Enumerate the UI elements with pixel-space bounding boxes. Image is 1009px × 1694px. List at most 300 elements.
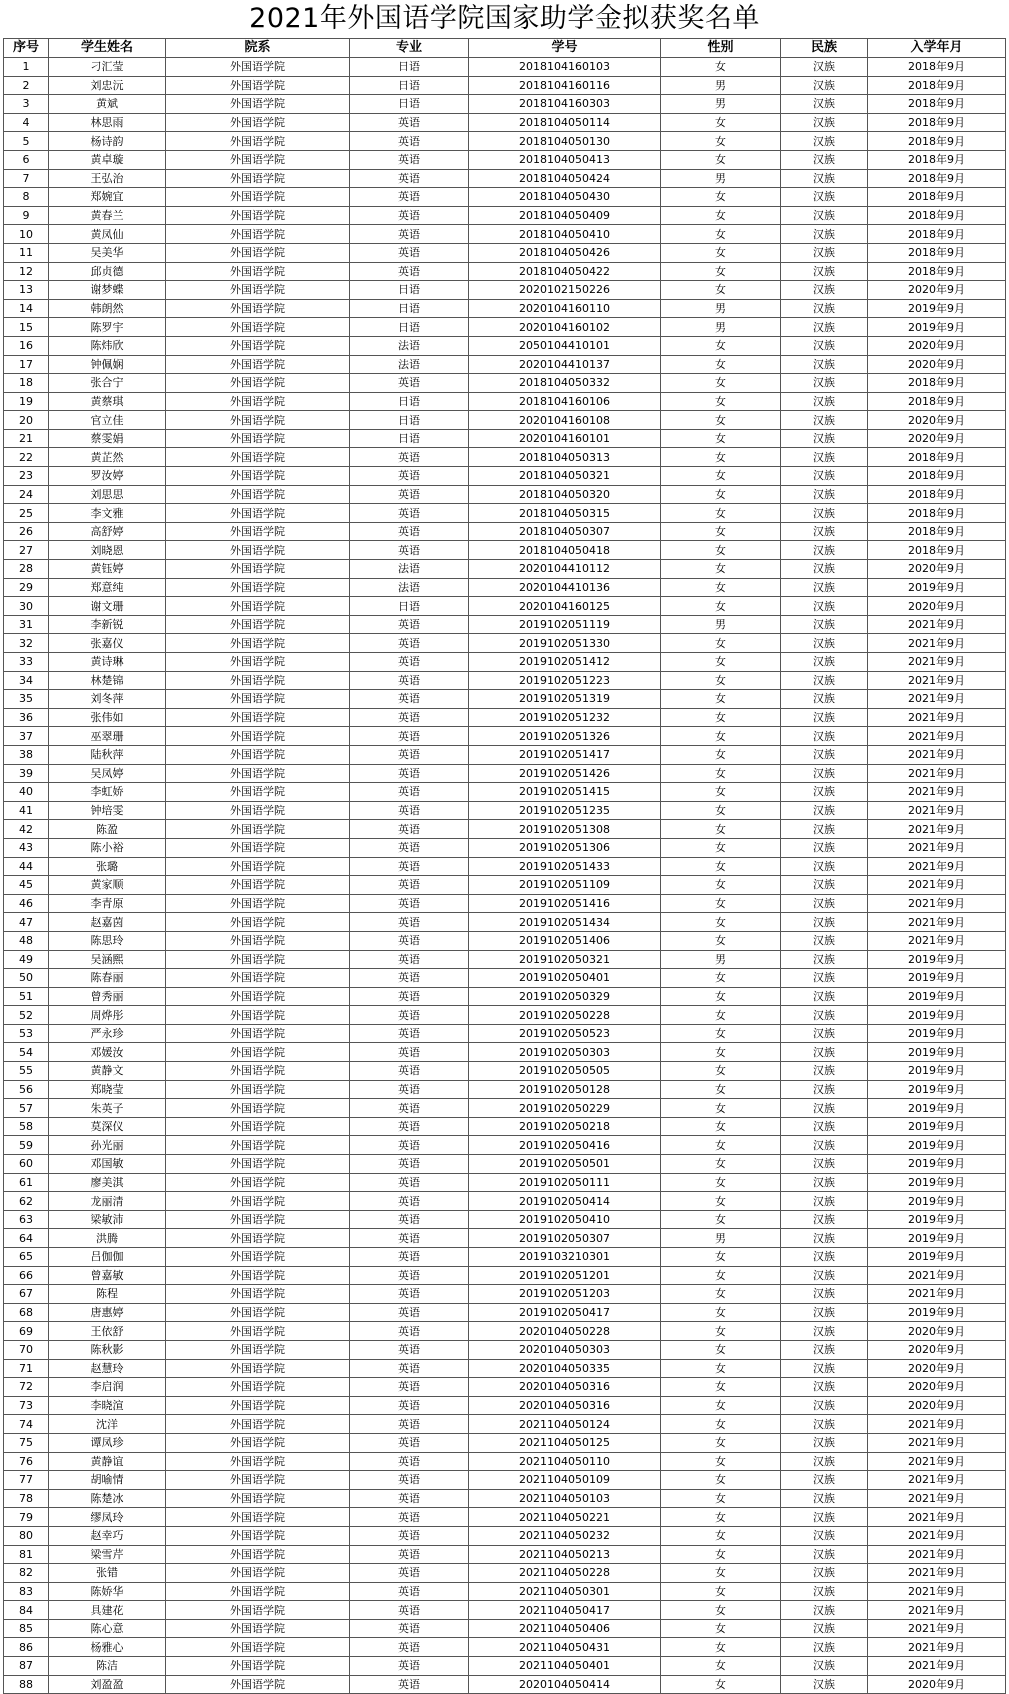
cell-index: 34 xyxy=(4,671,49,690)
cell-major: 英语 xyxy=(350,671,469,690)
table-row xyxy=(4,894,1006,913)
cell-student-name: 谢文珊 xyxy=(49,597,166,616)
cell-index: 42 xyxy=(4,820,49,839)
cell-student-name: 李文雅 xyxy=(49,504,166,523)
table-row xyxy=(4,374,1006,393)
cell-major: 英语 xyxy=(350,1545,469,1564)
cell-major: 英语 xyxy=(350,950,469,969)
cell-ethnicity: 汉族 xyxy=(781,318,868,337)
cell-department: 外国语学院 xyxy=(166,615,350,634)
cell-ethnicity: 汉族 xyxy=(781,1062,868,1081)
cell-index: 46 xyxy=(4,894,49,913)
cell-enrollment: 2018年9月 xyxy=(868,243,1006,262)
cell-gender: 女 xyxy=(661,987,781,1006)
cell-student-id: 2018104050332 xyxy=(469,374,661,393)
cell-student-id: 2021104050109 xyxy=(469,1471,661,1490)
cell-ethnicity: 汉族 xyxy=(781,411,868,430)
cell-index: 15 xyxy=(4,318,49,337)
cell-enrollment: 2019年9月 xyxy=(868,1006,1006,1025)
cell-ethnicity: 汉族 xyxy=(781,708,868,727)
cell-index: 76 xyxy=(4,1452,49,1471)
cell-index: 52 xyxy=(4,1006,49,1025)
table-row xyxy=(4,1024,1006,1043)
cell-student-name: 刘晓恩 xyxy=(49,541,166,560)
cell-student-id: 2019102050505 xyxy=(469,1062,661,1081)
cell-student-id: 2019102051415 xyxy=(469,783,661,802)
cell-index: 51 xyxy=(4,987,49,1006)
cell-major: 英语 xyxy=(350,913,469,932)
table-row xyxy=(4,1489,1006,1508)
cell-student-name: 吴美华 xyxy=(49,243,166,262)
cell-gender: 女 xyxy=(661,1508,781,1527)
cell-student-name: 郑意纯 xyxy=(49,578,166,597)
cell-student-id: 2021104050213 xyxy=(469,1545,661,1564)
cell-department: 外国语学院 xyxy=(166,1080,350,1099)
cell-enrollment: 2020年9月 xyxy=(868,429,1006,448)
cell-index: 82 xyxy=(4,1564,49,1583)
cell-ethnicity: 汉族 xyxy=(781,1526,868,1545)
cell-department: 外国语学院 xyxy=(166,429,350,448)
cell-ethnicity: 汉族 xyxy=(781,1378,868,1397)
cell-major: 英语 xyxy=(350,690,469,709)
table-row xyxy=(4,560,1006,579)
cell-major: 英语 xyxy=(350,1508,469,1527)
cell-student-name: 严永珍 xyxy=(49,1024,166,1043)
column-header-enrollment: 入学年月 xyxy=(868,39,1006,58)
cell-index: 59 xyxy=(4,1136,49,1155)
cell-student-name: 林楚锦 xyxy=(49,671,166,690)
cell-gender: 女 xyxy=(661,1396,781,1415)
cell-department: 外国语学院 xyxy=(166,281,350,300)
cell-enrollment: 2021年9月 xyxy=(868,1564,1006,1583)
cell-gender: 女 xyxy=(661,1117,781,1136)
cell-student-id: 2019102050228 xyxy=(469,1006,661,1025)
cell-gender: 女 xyxy=(661,1471,781,1490)
cell-department: 外国语学院 xyxy=(166,318,350,337)
cell-gender: 女 xyxy=(661,1378,781,1397)
cell-student-name: 朱英子 xyxy=(49,1099,166,1118)
cell-student-id: 2019102051119 xyxy=(469,615,661,634)
cell-department: 外国语学院 xyxy=(166,1303,350,1322)
cell-ethnicity: 汉族 xyxy=(781,1210,868,1229)
cell-student-id: 2050104410101 xyxy=(469,336,661,355)
table-row xyxy=(4,1415,1006,1434)
cell-student-name: 唐惠婷 xyxy=(49,1303,166,1322)
table-row xyxy=(4,745,1006,764)
cell-student-id: 2019102050416 xyxy=(469,1136,661,1155)
cell-department: 外国语学院 xyxy=(166,560,350,579)
cell-student-name: 赵嘉茵 xyxy=(49,913,166,932)
cell-student-name: 刘忠沅 xyxy=(49,76,166,95)
table-row xyxy=(4,1229,1006,1248)
cell-student-id: 2019102051306 xyxy=(469,838,661,857)
cell-major: 英语 xyxy=(350,1359,469,1378)
table-row xyxy=(4,1359,1006,1378)
cell-enrollment: 2018年9月 xyxy=(868,504,1006,523)
table-row xyxy=(4,1285,1006,1304)
cell-enrollment: 2019年9月 xyxy=(868,1248,1006,1267)
cell-gender: 女 xyxy=(661,1080,781,1099)
cell-enrollment: 2021年9月 xyxy=(868,1526,1006,1545)
cell-major: 英语 xyxy=(350,1248,469,1267)
cell-ethnicity: 汉族 xyxy=(781,727,868,746)
cell-ethnicity: 汉族 xyxy=(781,1508,868,1527)
cell-gender: 女 xyxy=(661,243,781,262)
cell-major: 英语 xyxy=(350,857,469,876)
table-row xyxy=(4,1601,1006,1620)
cell-student-id: 2019102050523 xyxy=(469,1024,661,1043)
cell-student-id: 2018104050130 xyxy=(469,132,661,151)
cell-gender: 女 xyxy=(661,634,781,653)
cell-enrollment: 2021年9月 xyxy=(868,1582,1006,1601)
cell-enrollment: 2021年9月 xyxy=(868,653,1006,672)
table-row xyxy=(4,188,1006,207)
table-row xyxy=(4,801,1006,820)
cell-student-id: 2020104050303 xyxy=(469,1340,661,1359)
cell-enrollment: 2021年9月 xyxy=(868,801,1006,820)
cell-enrollment: 2021年9月 xyxy=(868,876,1006,895)
cell-enrollment: 2021年9月 xyxy=(868,1619,1006,1638)
cell-ethnicity: 汉族 xyxy=(781,541,868,560)
cell-ethnicity: 汉族 xyxy=(781,1192,868,1211)
cell-gender: 女 xyxy=(661,597,781,616)
cell-department: 外国语学院 xyxy=(166,1601,350,1620)
table-row xyxy=(4,541,1006,560)
cell-gender: 男 xyxy=(661,299,781,318)
cell-student-id: 2021104050232 xyxy=(469,1526,661,1545)
cell-enrollment: 2021年9月 xyxy=(868,634,1006,653)
cell-department: 外国语学院 xyxy=(166,1099,350,1118)
cell-major: 英语 xyxy=(350,1229,469,1248)
cell-major: 英语 xyxy=(350,1638,469,1657)
cell-student-id: 2018104050114 xyxy=(469,113,661,132)
cell-ethnicity: 汉族 xyxy=(781,1601,868,1620)
cell-student-name: 李虹娇 xyxy=(49,783,166,802)
cell-gender: 女 xyxy=(661,969,781,988)
cell-gender: 女 xyxy=(661,1266,781,1285)
cell-ethnicity: 汉族 xyxy=(781,560,868,579)
cell-gender: 女 xyxy=(661,504,781,523)
cell-index: 38 xyxy=(4,745,49,764)
cell-index: 77 xyxy=(4,1471,49,1490)
cell-student-id: 2018104050418 xyxy=(469,541,661,560)
table-row xyxy=(4,467,1006,486)
table-row xyxy=(4,690,1006,709)
cell-index: 78 xyxy=(4,1489,49,1508)
cell-ethnicity: 汉族 xyxy=(781,95,868,114)
cell-student-name: 陈小裕 xyxy=(49,838,166,857)
cell-ethnicity: 汉族 xyxy=(781,522,868,541)
cell-gender: 女 xyxy=(661,857,781,876)
cell-department: 外国语学院 xyxy=(166,894,350,913)
cell-ethnicity: 汉族 xyxy=(781,1322,868,1341)
cell-ethnicity: 汉族 xyxy=(781,1564,868,1583)
cell-student-id: 2020104410112 xyxy=(469,560,661,579)
cell-department: 外国语学院 xyxy=(166,355,350,374)
cell-ethnicity: 汉族 xyxy=(781,1452,868,1471)
cell-major: 英语 xyxy=(350,1582,469,1601)
cell-student-name: 陈春丽 xyxy=(49,969,166,988)
cell-major: 英语 xyxy=(350,783,469,802)
table-row xyxy=(4,448,1006,467)
cell-enrollment: 2021年9月 xyxy=(868,1545,1006,1564)
cell-enrollment: 2018年9月 xyxy=(868,95,1006,114)
table-row xyxy=(4,150,1006,169)
table-row xyxy=(4,1452,1006,1471)
table-row xyxy=(4,1340,1006,1359)
cell-major: 英语 xyxy=(350,764,469,783)
cell-enrollment: 2019年9月 xyxy=(868,1192,1006,1211)
cell-ethnicity: 汉族 xyxy=(781,1024,868,1043)
cell-department: 外国语学院 xyxy=(166,448,350,467)
cell-department: 外国语学院 xyxy=(166,1638,350,1657)
cell-ethnicity: 汉族 xyxy=(781,1471,868,1490)
cell-department: 外国语学院 xyxy=(166,597,350,616)
table-row xyxy=(4,485,1006,504)
cell-student-id: 2019102050329 xyxy=(469,987,661,1006)
cell-enrollment: 2021年9月 xyxy=(868,1452,1006,1471)
cell-department: 外国语学院 xyxy=(166,745,350,764)
cell-student-id: 2019102050229 xyxy=(469,1099,661,1118)
cell-enrollment: 2019年9月 xyxy=(868,1024,1006,1043)
cell-student-id: 2018104050307 xyxy=(469,522,661,541)
cell-index: 37 xyxy=(4,727,49,746)
cell-ethnicity: 汉族 xyxy=(781,1117,868,1136)
cell-ethnicity: 汉族 xyxy=(781,671,868,690)
cell-index: 31 xyxy=(4,615,49,634)
cell-department: 外国语学院 xyxy=(166,1192,350,1211)
cell-student-name: 张伟如 xyxy=(49,708,166,727)
cell-major: 英语 xyxy=(350,1117,469,1136)
cell-index: 36 xyxy=(4,708,49,727)
table-row xyxy=(4,708,1006,727)
cell-ethnicity: 汉族 xyxy=(781,1043,868,1062)
cell-gender: 女 xyxy=(661,820,781,839)
cell-ethnicity: 汉族 xyxy=(781,1619,868,1638)
cell-ethnicity: 汉族 xyxy=(781,690,868,709)
cell-enrollment: 2021年9月 xyxy=(868,708,1006,727)
cell-major: 英语 xyxy=(350,1303,469,1322)
cell-enrollment: 2019年9月 xyxy=(868,1155,1006,1174)
cell-student-name: 刘冬萍 xyxy=(49,690,166,709)
cell-student-name: 梁雪芹 xyxy=(49,1545,166,1564)
cell-major: 英语 xyxy=(350,894,469,913)
cell-enrollment: 2021年9月 xyxy=(868,783,1006,802)
cell-student-name: 杨诗韵 xyxy=(49,132,166,151)
cell-ethnicity: 汉族 xyxy=(781,1657,868,1676)
cell-student-id: 2019102050307 xyxy=(469,1229,661,1248)
cell-gender: 男 xyxy=(661,95,781,114)
cell-department: 外国语学院 xyxy=(166,522,350,541)
cell-student-id: 2020104410137 xyxy=(469,355,661,374)
cell-student-name: 陈罗宇 xyxy=(49,318,166,337)
cell-ethnicity: 汉族 xyxy=(781,987,868,1006)
cell-student-name: 谢梦蝶 xyxy=(49,281,166,300)
cell-student-id: 2019102051406 xyxy=(469,931,661,950)
cell-index: 6 xyxy=(4,150,49,169)
cell-student-name: 赵幸巧 xyxy=(49,1526,166,1545)
cell-gender: 女 xyxy=(661,1155,781,1174)
award-list-table xyxy=(3,38,1006,1694)
cell-student-name: 陈思玲 xyxy=(49,931,166,950)
cell-enrollment: 2018年9月 xyxy=(868,262,1006,281)
cell-enrollment: 2018年9月 xyxy=(868,188,1006,207)
cell-gender: 女 xyxy=(661,1675,781,1694)
cell-major: 英语 xyxy=(350,169,469,188)
table-row xyxy=(4,931,1006,950)
table-row xyxy=(4,1043,1006,1062)
cell-student-id: 2019102050410 xyxy=(469,1210,661,1229)
cell-department: 外国语学院 xyxy=(166,243,350,262)
table-row xyxy=(4,764,1006,783)
cell-department: 外国语学院 xyxy=(166,1155,350,1174)
cell-ethnicity: 汉族 xyxy=(781,931,868,950)
cell-department: 外国语学院 xyxy=(166,150,350,169)
cell-enrollment: 2020年9月 xyxy=(868,355,1006,374)
cell-student-name: 李新锐 xyxy=(49,615,166,634)
cell-major: 英语 xyxy=(350,485,469,504)
cell-ethnicity: 汉族 xyxy=(781,615,868,634)
cell-gender: 女 xyxy=(661,336,781,355)
cell-enrollment: 2021年9月 xyxy=(868,1489,1006,1508)
cell-student-id: 2018104050315 xyxy=(469,504,661,523)
cell-student-id: 2021104050124 xyxy=(469,1415,661,1434)
table-row xyxy=(4,262,1006,281)
cell-student-name: 黄凤仙 xyxy=(49,225,166,244)
cell-student-id: 2019102051417 xyxy=(469,745,661,764)
cell-student-id: 2019103210301 xyxy=(469,1248,661,1267)
cell-student-name: 张嘉仪 xyxy=(49,634,166,653)
column-header-index: 序号 xyxy=(4,39,49,58)
cell-student-name: 曾秀丽 xyxy=(49,987,166,1006)
cell-gender: 男 xyxy=(661,318,781,337)
cell-department: 外国语学院 xyxy=(166,541,350,560)
cell-major: 日语 xyxy=(350,429,469,448)
cell-department: 外国语学院 xyxy=(166,1006,350,1025)
cell-ethnicity: 汉族 xyxy=(781,1675,868,1694)
cell-student-name: 赵慧玲 xyxy=(49,1359,166,1378)
table-row xyxy=(4,950,1006,969)
cell-major: 日语 xyxy=(350,299,469,318)
cell-student-name: 巫翠珊 xyxy=(49,727,166,746)
cell-gender: 女 xyxy=(661,1210,781,1229)
cell-gender: 女 xyxy=(661,1601,781,1620)
cell-ethnicity: 汉族 xyxy=(781,1173,868,1192)
cell-major: 英语 xyxy=(350,1340,469,1359)
cell-index: 48 xyxy=(4,931,49,950)
cell-gender: 女 xyxy=(661,1433,781,1452)
cell-department: 外国语学院 xyxy=(166,931,350,950)
cell-gender: 女 xyxy=(661,448,781,467)
cell-department: 外国语学院 xyxy=(166,1526,350,1545)
table-row xyxy=(4,206,1006,225)
cell-enrollment: 2021年9月 xyxy=(868,764,1006,783)
cell-major: 英语 xyxy=(350,969,469,988)
cell-student-id: 2018104050409 xyxy=(469,206,661,225)
cell-department: 外国语学院 xyxy=(166,1489,350,1508)
cell-ethnicity: 汉族 xyxy=(781,225,868,244)
table-row xyxy=(4,355,1006,374)
table-row xyxy=(4,411,1006,430)
cell-student-name: 黄钰婷 xyxy=(49,560,166,579)
table-row xyxy=(4,1526,1006,1545)
cell-enrollment: 2019年9月 xyxy=(868,578,1006,597)
cell-ethnicity: 汉族 xyxy=(781,113,868,132)
cell-index: 18 xyxy=(4,374,49,393)
cell-index: 35 xyxy=(4,690,49,709)
cell-major: 英语 xyxy=(350,1099,469,1118)
cell-major: 英语 xyxy=(350,634,469,653)
cell-student-name: 吴凤婷 xyxy=(49,764,166,783)
cell-department: 外国语学院 xyxy=(166,690,350,709)
cell-student-id: 2018104160303 xyxy=(469,95,661,114)
cell-department: 外国语学院 xyxy=(166,1396,350,1415)
cell-student-name: 张璐 xyxy=(49,857,166,876)
cell-index: 19 xyxy=(4,392,49,411)
cell-department: 外国语学院 xyxy=(166,1173,350,1192)
cell-ethnicity: 汉族 xyxy=(781,1638,868,1657)
table-row xyxy=(4,429,1006,448)
cell-student-name: 孙光丽 xyxy=(49,1136,166,1155)
cell-student-id: 2019102051308 xyxy=(469,820,661,839)
cell-major: 英语 xyxy=(350,1266,469,1285)
cell-ethnicity: 汉族 xyxy=(781,1099,868,1118)
cell-major: 日语 xyxy=(350,281,469,300)
cell-ethnicity: 汉族 xyxy=(781,1155,868,1174)
table-row xyxy=(4,1471,1006,1490)
cell-ethnicity: 汉族 xyxy=(781,838,868,857)
cell-student-id: 2018104050430 xyxy=(469,188,661,207)
cell-department: 外国语学院 xyxy=(166,1508,350,1527)
cell-ethnicity: 汉族 xyxy=(781,801,868,820)
cell-index: 30 xyxy=(4,597,49,616)
cell-student-id: 2019102050414 xyxy=(469,1192,661,1211)
cell-major: 英语 xyxy=(350,1433,469,1452)
cell-student-id: 2018104160106 xyxy=(469,392,661,411)
table-row xyxy=(4,1582,1006,1601)
cell-department: 外国语学院 xyxy=(166,987,350,1006)
cell-major: 英语 xyxy=(350,1619,469,1638)
cell-enrollment: 2019年9月 xyxy=(868,318,1006,337)
cell-index: 80 xyxy=(4,1526,49,1545)
cell-index: 58 xyxy=(4,1117,49,1136)
cell-enrollment: 2019年9月 xyxy=(868,987,1006,1006)
cell-student-name: 黄蔡琪 xyxy=(49,392,166,411)
cell-enrollment: 2020年9月 xyxy=(868,1359,1006,1378)
cell-student-name: 陆秋萍 xyxy=(49,745,166,764)
table-row xyxy=(4,876,1006,895)
cell-student-id: 2019102051426 xyxy=(469,764,661,783)
cell-ethnicity: 汉族 xyxy=(781,262,868,281)
cell-gender: 女 xyxy=(661,1006,781,1025)
column-header-major: 专业 xyxy=(350,39,469,58)
table-row xyxy=(4,1136,1006,1155)
cell-student-name: 陈娇华 xyxy=(49,1582,166,1601)
cell-ethnicity: 汉族 xyxy=(781,243,868,262)
cell-major: 英语 xyxy=(350,374,469,393)
cell-ethnicity: 汉族 xyxy=(781,429,868,448)
cell-department: 外国语学院 xyxy=(166,1415,350,1434)
cell-department: 外国语学院 xyxy=(166,671,350,690)
cell-major: 英语 xyxy=(350,820,469,839)
cell-student-id: 2019102051223 xyxy=(469,671,661,690)
cell-department: 外国语学院 xyxy=(166,578,350,597)
cell-student-name: 吴涵熙 xyxy=(49,950,166,969)
table-row xyxy=(4,225,1006,244)
cell-department: 外国语学院 xyxy=(166,634,350,653)
cell-department: 外国语学院 xyxy=(166,1452,350,1471)
table-body xyxy=(4,58,1006,1694)
